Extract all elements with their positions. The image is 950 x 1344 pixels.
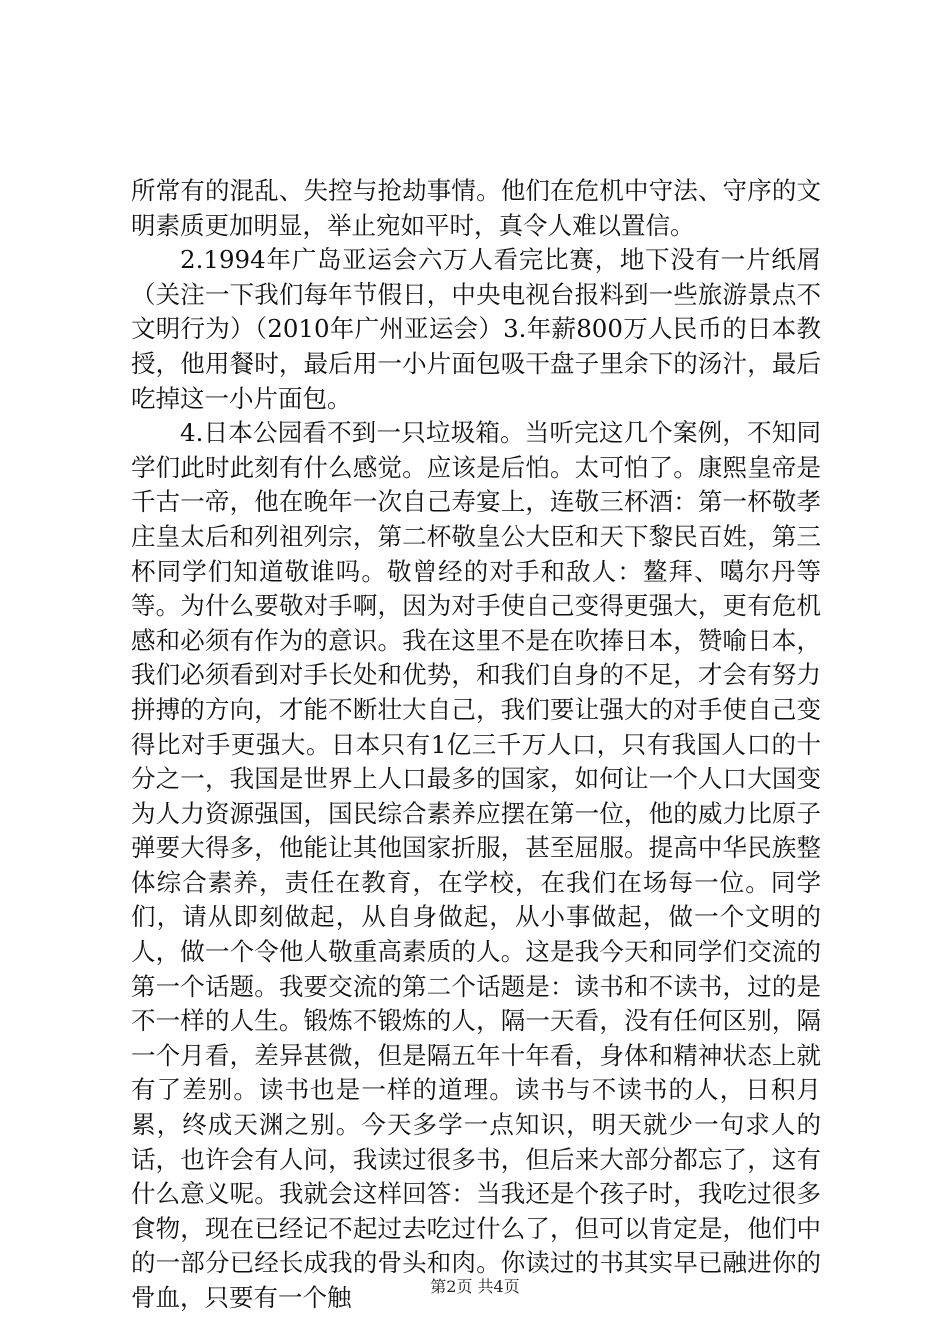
paragraph-3: 4.日本公园看不到一只垃圾箱。当听完这几个案例，不知同学们此时此刻有什么感觉。应该是后怕。太可怕了。康熙皇帝是千古一帝，他在晚年一次自己寿宴上，连敬三杯酒：第一杯敬孝庄皇太后和列祖列宗，第二杯敬皇公大臣和天下黎民百姓，第三杯同学们知道敬谁吗。敬曾经的对手和敌人：鳌拜、噶尔丹等等。为什么要敬对手啊，因为对手使自己变得更强大，更有危机感和必须有作为的意识。我在这里不是在吹捧日本，赞喻日本，我们必须看到对手长处和优势，和我们自身的不足，才会有努力拼搏的方向，才能不断壮大自己，我们要让强大的对手使自己变得比对手更强大。日本只有1亿三千万人口，只有我国人口的十分之一，我国是世界上人口最多的国家，如何让一个人口大国变为人力资源强国，国民综合素养应摆在第一位，他的威力比原子弹要大得多，他能让其他国家折服，甚至屈服。提高中华民族整体综合素养，责任在教育，在学校，在我们在场每一位。同学们，请从即刻做起，从自身做起，从小事做起，做一个文明的人，做一个令他人敬重高素质的人。这是我今天和同学们交流的第一个话题。我要交流的第二个话题是：读书和不读书，过的是不一样的人生。锻炼不锻炼的人，隔一天看，没有任何区别，隔一个月看，差异甚微，但是隔五年十年看，身体和精神状态上就有了差别。读书也是一样的道理。读书与不读书的人，日积月累，终成天渊之别。今天多学一点知识，明天就少一句求人的话，也许会有人问，我读过很多书，但后来大部分都忘了，这有什么意义呢。我就会这样回答：当我还是个孩子时，我吃过很多食物，现在已经记不起过去吃过什么了，但可以肯定是，他们中的一部分已经长成我的骨头和肉。你读过的书其实早已融进你的骨血，只要有一个触 <box>131 418 821 1312</box>
paragraph-2: 2.1994年广岛亚运会六万人看完比赛，地下没有一片纸屑（关注一下我们每年节假日，中央电视台报料到一些旅游景点不文明行为）（2010年广州亚运会）3.年薪800万人民币的日本教授，他用餐时，最后用一小片面包吸干盘子里余下的汤汁，最后吃掉这一小片面包。 <box>131 245 821 413</box>
document-body <box>131 174 821 1316</box>
page-number-footer: 第2页 共4页 <box>430 1277 520 1296</box>
paragraph-1: 所常有的混乱、失控与抢劫事情。他们在危机中守法、守序的文明素质更加明显，举止宛如平时，真令人难以置信。 <box>131 176 821 240</box>
